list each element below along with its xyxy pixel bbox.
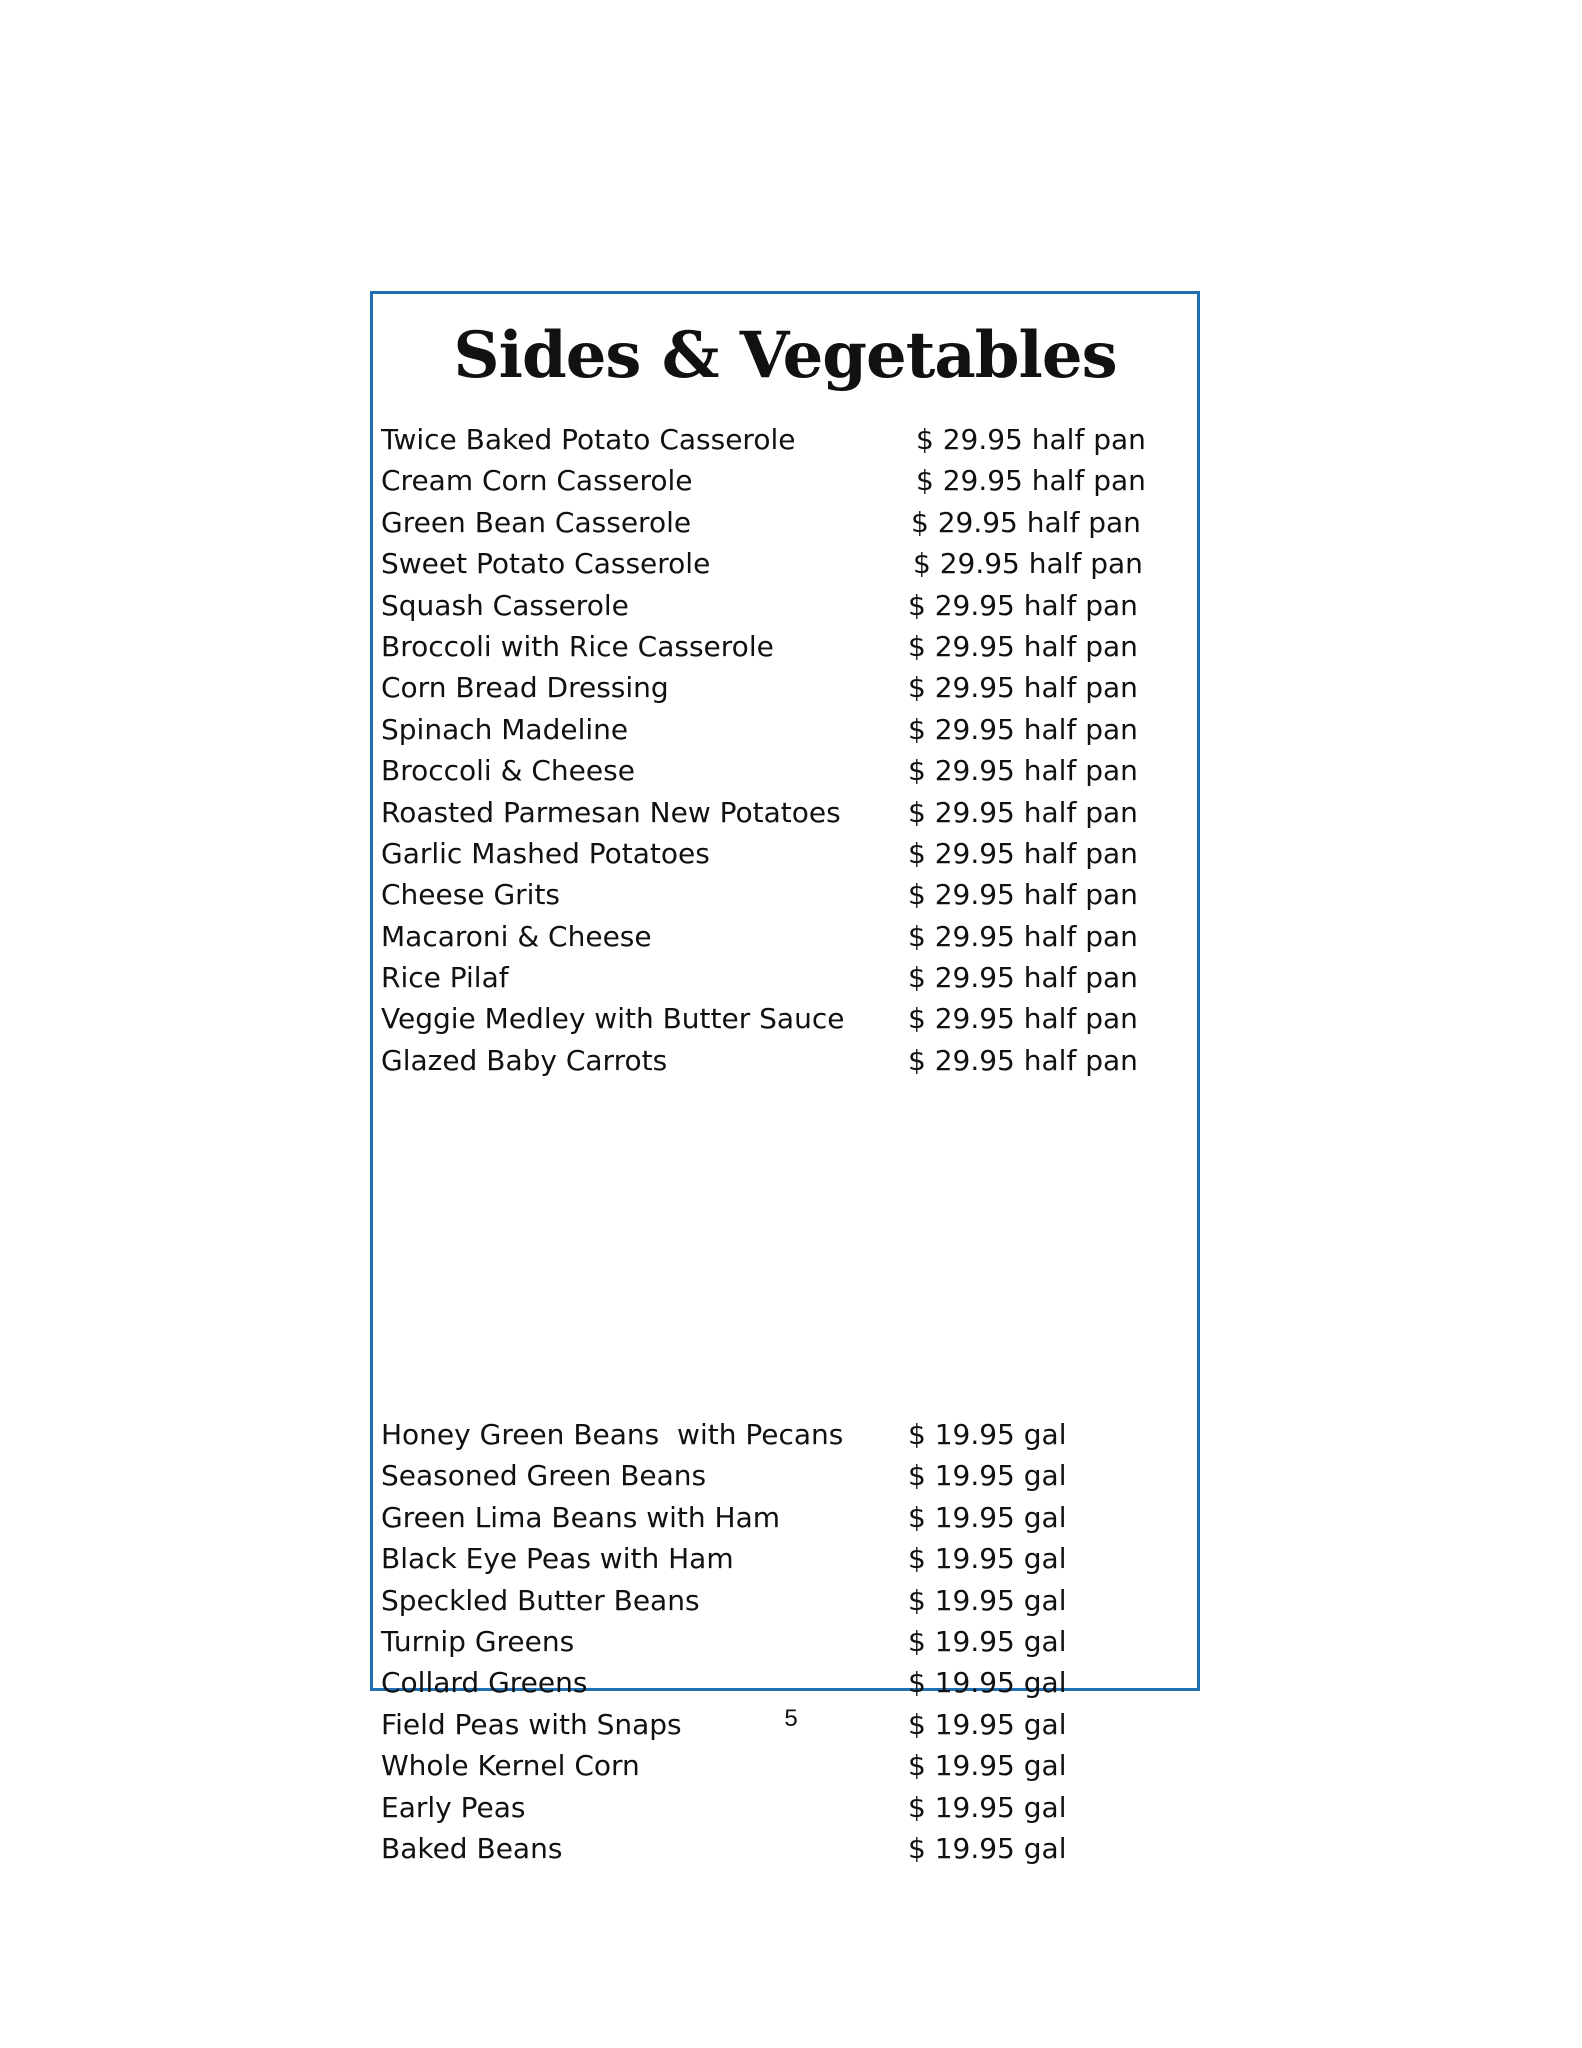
item-name: Squash Casserole [381,588,629,622]
item-price: $ 29.95 half pan [908,1002,1138,1036]
item-name: Turnip Greens [381,1624,575,1658]
item-price: $ 29.95 half pan [908,795,1138,829]
list-item [381,1497,1181,1538]
page-number: 5 [784,1705,798,1732]
item-price: $ 19.95 gal [908,1790,1067,1824]
list-item [381,585,1181,626]
item-name: Green Bean Casserole [381,505,692,539]
item-price: $ 29.95 half pan [908,878,1138,912]
item-name: Roasted Parmesan New Potatoes [381,795,841,829]
list-item [381,1414,1181,1455]
list-item [381,626,1181,667]
gallon-section [381,1414,1181,1869]
item-price: $ 29.95 half pan [908,961,1138,995]
list-item [381,667,1181,708]
item-name: Veggie Medley with Butter Sauce [381,1002,845,1036]
item-name: Broccoli with Rice Casserole [381,629,774,663]
item-name: Speckled Butter Beans [381,1583,700,1617]
list-item [381,998,1181,1039]
item-price: $ 19.95 gal [908,1542,1067,1576]
list-item [381,1745,1181,1786]
list-item [381,1787,1181,1828]
item-price: $ 29.95 half pan [908,629,1138,663]
item-name: Twice Baked Potato Casserole [381,423,796,456]
list-item [381,874,1181,915]
item-name: Collard Greens [381,1666,588,1700]
list-item [381,833,1181,874]
item-price: $ 29.95 half pan [908,588,1138,622]
list-item [381,502,1181,543]
item-price: $ 29.95 half pan [908,712,1138,746]
item-price: $ 19.95 gal [908,1707,1067,1741]
list-item [381,419,1181,460]
page-title: Sides & Vegetables [453,318,1117,393]
item-name: Cheese Grits [381,878,561,912]
item-price: $ 19.95 gal [908,1500,1067,1534]
item-name: Glazed Baby Carrots [381,1043,668,1077]
item-price: $ 29.95 half pan [908,671,1138,705]
list-item [381,1828,1181,1869]
item-price: $ 19.95 gal [908,1418,1067,1451]
item-price: $ 19.95 gal [908,1583,1067,1617]
item-price: $ 29.95 half pan [911,505,1141,539]
item-name: Baked Beans [381,1831,563,1865]
item-name: Broccoli & Cheese [381,754,635,788]
list-item [381,460,1181,501]
menu-frame [370,291,1200,1865]
item-price: $ 29.95 half pan [913,547,1143,581]
list-item [381,1040,1181,1081]
half-pan-section [381,419,1181,1081]
item-name: Seasoned Green Beans [381,1459,707,1493]
item-price: $ 19.95 gal [908,1459,1067,1493]
list-item [381,957,1181,998]
item-price: $ 29.95 half pan [908,836,1138,870]
item-name: Cream Corn Casserole [381,464,693,498]
item-price: $ 29.95 half pan [908,1043,1138,1077]
list-item [381,792,1181,833]
item-price: $ 29.95 half pan [908,754,1138,788]
item-price: $ 19.95 gal [908,1624,1067,1658]
item-name: Macaroni & Cheese [381,919,652,953]
list-item [381,543,1181,584]
item-price: $ 19.95 gal [908,1666,1067,1700]
item-name: Early Peas [381,1790,526,1824]
item-name: Sweet Potato Casserole [381,547,711,581]
item-name: Garlic Mashed Potatoes [381,836,710,870]
list-item [381,916,1181,957]
item-name: Black Eye Peas with Ham [381,1542,734,1576]
list-item [381,1580,1181,1621]
item-name: Green Lima Beans with Ham [381,1500,781,1534]
item-price: $ 29.95 half pan [908,919,1138,953]
item-name: Honey Green Beans with Pecans [381,1418,844,1451]
item-name: Whole Kernel Corn [381,1749,640,1783]
item-price: $ 19.95 gal [908,1831,1067,1865]
item-price: $ 29.95 half pan [916,464,1146,498]
item-price: $ 29.95 half pan [916,423,1146,456]
list-item [381,1621,1181,1662]
list-item [381,1455,1181,1496]
item-name: Field Peas with Snaps [381,1707,682,1741]
list-item [381,750,1181,791]
list-item [381,1538,1181,1579]
item-name: Corn Bread Dressing [381,671,669,705]
list-item [381,709,1181,750]
item-name: Spinach Madeline [381,712,629,746]
item-price: $ 19.95 gal [908,1749,1067,1783]
item-name: Rice Pilaf [381,961,509,995]
list-item [381,1662,1181,1703]
